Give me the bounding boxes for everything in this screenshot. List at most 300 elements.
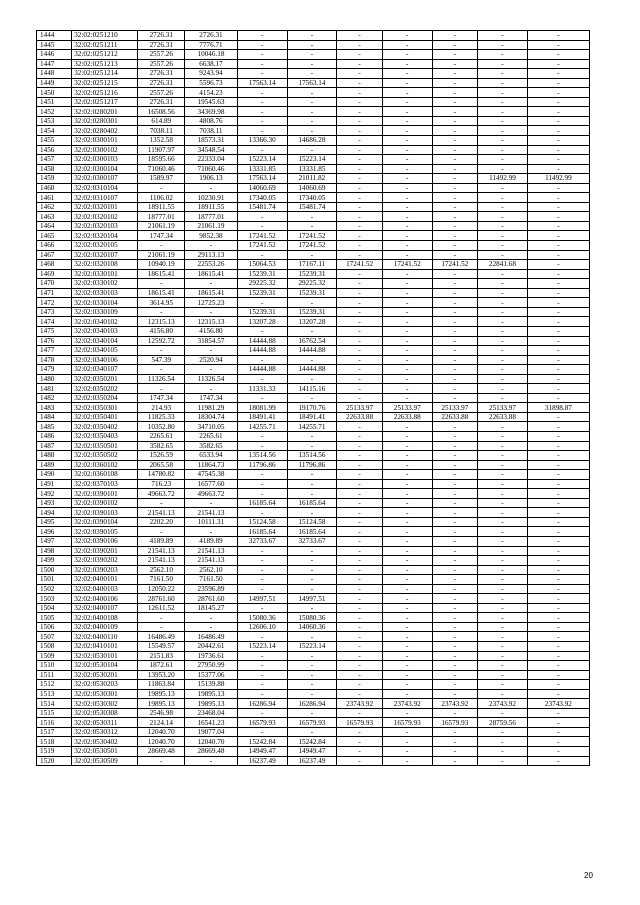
value-cell: - <box>432 78 478 88</box>
value-cell: - <box>382 632 432 642</box>
cadastral-code-cell: 32:02:0400109 <box>72 622 138 632</box>
value-cell: 12315.13 <box>185 317 238 327</box>
table-row <box>37 670 590 680</box>
table-row <box>37 136 590 146</box>
value-cell: 2562.10 <box>138 565 185 575</box>
value-cell: - <box>337 441 383 451</box>
value-cell: - <box>287 727 337 737</box>
value-cell: - <box>432 670 478 680</box>
table-row <box>37 231 590 241</box>
value-cell: - <box>237 250 287 260</box>
value-cell: 21541.13 <box>185 508 238 518</box>
cadastral-code-cell: 32:02:0530402 <box>72 737 138 747</box>
value-cell: 15239.31 <box>237 269 287 279</box>
value-cell: - <box>432 527 478 537</box>
cadastral-code-cell: 32:02:0330102 <box>72 279 138 289</box>
value-cell: - <box>432 241 478 251</box>
table-row <box>37 307 590 317</box>
value-cell: - <box>432 460 478 470</box>
row-number-cell: 1510 <box>37 661 72 671</box>
value-cell: 6638.17 <box>185 59 238 69</box>
value-cell: 614.89 <box>138 116 185 126</box>
table-row <box>37 59 590 69</box>
cadastral-code-cell: 32:02:0410101 <box>72 642 138 652</box>
value-cell: - <box>478 727 528 737</box>
value-cell: 27950.99 <box>185 661 238 671</box>
cadastral-code-cell: 32:02:0330104 <box>72 298 138 308</box>
value-cell: - <box>382 384 432 394</box>
value-cell: - <box>237 107 287 117</box>
cadastral-code-cell: 32:02:0530311 <box>72 718 138 728</box>
value-cell: 11326.54 <box>185 374 238 384</box>
value-cell: 7161.50 <box>138 575 185 585</box>
value-cell: - <box>478 708 528 718</box>
row-number-cell: 1495 <box>37 517 72 527</box>
table-row <box>37 680 590 690</box>
value-cell: 13514.56 <box>287 451 337 461</box>
value-cell: 7038.11 <box>185 126 238 136</box>
value-cell: 16579.93 <box>432 718 478 728</box>
value-cell: - <box>382 651 432 661</box>
value-cell: - <box>527 126 589 136</box>
value-cell: 13366.30 <box>237 136 287 146</box>
value-cell: 22553.26 <box>185 260 238 270</box>
value-cell: 1589.97 <box>138 174 185 184</box>
value-cell: - <box>382 680 432 690</box>
row-number-cell: 1461 <box>37 193 72 203</box>
value-cell: - <box>382 288 432 298</box>
value-cell: 28761.60 <box>138 594 185 604</box>
value-cell: 5596.73 <box>185 78 238 88</box>
cadastral-code-cell: 32:02:0251216 <box>72 88 138 98</box>
value-cell: - <box>382 279 432 289</box>
value-cell: 1747.34 <box>138 231 185 241</box>
table-row <box>37 279 590 289</box>
value-cell: 12725.23 <box>185 298 238 308</box>
table-row <box>37 661 590 671</box>
value-cell: - <box>138 527 185 537</box>
value-cell: - <box>478 50 528 60</box>
value-cell: - <box>337 489 383 499</box>
value-cell: 4808.76 <box>185 116 238 126</box>
value-cell: - <box>478 298 528 308</box>
value-cell: - <box>287 441 337 451</box>
value-cell: 2065.58 <box>138 460 185 470</box>
value-cell: - <box>138 622 185 632</box>
value-cell: - <box>337 145 383 155</box>
value-cell: 13514.56 <box>237 451 287 461</box>
value-cell: 18491.41 <box>237 412 287 422</box>
value-cell: - <box>337 603 383 613</box>
value-cell: - <box>432 193 478 203</box>
value-cell: 11492.99 <box>527 174 589 184</box>
value-cell: - <box>527 470 589 480</box>
value-cell: - <box>287 31 337 41</box>
table-row <box>37 718 590 728</box>
value-cell: 16486.49 <box>138 632 185 642</box>
value-cell: - <box>337 565 383 575</box>
value-cell: - <box>527 107 589 117</box>
row-number-cell: 1509 <box>37 651 72 661</box>
value-cell: 15481.74 <box>287 202 337 212</box>
value-cell: 18615.41 <box>185 288 238 298</box>
value-cell: - <box>527 756 589 766</box>
value-cell: - <box>432 326 478 336</box>
value-cell: - <box>382 708 432 718</box>
value-cell: - <box>527 460 589 470</box>
value-cell: - <box>138 498 185 508</box>
table-row <box>37 536 590 546</box>
value-cell: - <box>382 336 432 346</box>
row-number-cell: 1494 <box>37 508 72 518</box>
value-cell: - <box>527 393 589 403</box>
value-cell: - <box>527 202 589 212</box>
row-number-cell: 1468 <box>37 260 72 270</box>
value-cell: 28759.56 <box>478 718 528 728</box>
table-row <box>37 145 590 155</box>
value-cell: - <box>478 78 528 88</box>
value-cell: - <box>432 517 478 527</box>
value-cell: - <box>337 479 383 489</box>
value-cell: - <box>478 59 528 69</box>
value-cell: 14949.47 <box>237 747 287 757</box>
value-cell: 29113.13 <box>185 250 238 260</box>
value-cell: - <box>138 384 185 394</box>
row-number-cell: 1491 <box>37 479 72 489</box>
value-cell: 11796.86 <box>237 460 287 470</box>
row-number-cell: 1506 <box>37 622 72 632</box>
table-row <box>37 31 590 41</box>
value-cell: - <box>337 183 383 193</box>
table-row <box>37 470 590 480</box>
value-cell: - <box>527 250 589 260</box>
row-number-cell: 1520 <box>37 756 72 766</box>
row-number-cell: 1463 <box>37 212 72 222</box>
value-cell: - <box>237 727 287 737</box>
value-cell: - <box>337 307 383 317</box>
value-cell: - <box>185 527 238 537</box>
value-cell: 15239.31 <box>287 269 337 279</box>
value-cell: 25133.97 <box>337 403 383 413</box>
row-number-cell: 1472 <box>37 298 72 308</box>
value-cell: - <box>337 126 383 136</box>
value-cell: - <box>185 622 238 632</box>
value-cell: 18573.31 <box>185 136 238 146</box>
value-cell: - <box>478 489 528 499</box>
cadastral-code-cell: 32:02:0400110 <box>72 632 138 642</box>
value-cell: - <box>432 88 478 98</box>
cadastral-code-cell: 32:02:0350502 <box>72 451 138 461</box>
value-cell: - <box>527 575 589 585</box>
value-cell: - <box>432 250 478 260</box>
value-cell: 4156.80 <box>185 326 238 336</box>
value-cell: - <box>478 575 528 585</box>
value-cell: - <box>337 756 383 766</box>
value-cell: 11331.33 <box>237 384 287 394</box>
cadastral-code-cell: 32:02:0251211 <box>72 40 138 50</box>
cadastral-code-cell: 32:02:0350403 <box>72 431 138 441</box>
value-cell: - <box>382 50 432 60</box>
value-cell: - <box>432 126 478 136</box>
value-cell: - <box>382 508 432 518</box>
row-number-cell: 1464 <box>37 221 72 231</box>
table-row <box>37 460 590 470</box>
value-cell: - <box>287 97 337 107</box>
value-cell: - <box>527 384 589 394</box>
value-cell: - <box>287 374 337 384</box>
value-cell: - <box>478 336 528 346</box>
value-cell: 17563.14 <box>237 78 287 88</box>
value-cell: 6533.94 <box>185 451 238 461</box>
value-cell: - <box>237 508 287 518</box>
value-cell: - <box>478 183 528 193</box>
value-cell: - <box>478 632 528 642</box>
value-cell: 25133.97 <box>382 403 432 413</box>
value-cell: - <box>138 279 185 289</box>
value-cell: - <box>382 193 432 203</box>
value-cell: - <box>432 727 478 737</box>
row-number-cell: 1470 <box>37 279 72 289</box>
value-cell: - <box>382 221 432 231</box>
value-cell: - <box>432 212 478 222</box>
value-cell: - <box>432 747 478 757</box>
table-row <box>37 155 590 165</box>
value-cell: - <box>287 584 337 594</box>
cadastral-code-cell: 32:02:0280301 <box>72 116 138 126</box>
cadastral-code-cell: 32:02:0320104 <box>72 231 138 241</box>
value-cell: - <box>237 708 287 718</box>
value-cell: 22841.68 <box>478 260 528 270</box>
row-number-cell: 1469 <box>37 269 72 279</box>
value-cell: - <box>432 603 478 613</box>
cadastral-code-cell: 32:02:0340105 <box>72 346 138 356</box>
value-cell: 10230.91 <box>185 193 238 203</box>
value-cell: - <box>287 651 337 661</box>
value-cell: - <box>382 527 432 537</box>
value-cell: - <box>527 584 589 594</box>
value-cell: 7776.71 <box>185 40 238 50</box>
value-cell: - <box>237 69 287 79</box>
value-cell: 18491.41 <box>287 412 337 422</box>
value-cell: - <box>527 594 589 604</box>
row-number-cell: 1453 <box>37 116 72 126</box>
value-cell: - <box>432 489 478 499</box>
value-cell: - <box>527 422 589 432</box>
value-cell: - <box>185 384 238 394</box>
row-number-cell: 1460 <box>37 183 72 193</box>
value-cell: - <box>478 517 528 527</box>
value-cell: - <box>382 642 432 652</box>
cadastral-code-cell: 32:02:0330101 <box>72 269 138 279</box>
value-cell: 13207.28 <box>237 317 287 327</box>
value-cell: 11326.54 <box>138 374 185 384</box>
value-cell: - <box>382 88 432 98</box>
value-cell: - <box>432 431 478 441</box>
value-cell: - <box>185 279 238 289</box>
value-cell: - <box>432 708 478 718</box>
value-cell: - <box>527 269 589 279</box>
cadastral-code-cell: 32:02:0280402 <box>72 126 138 136</box>
value-cell: - <box>432 642 478 652</box>
value-cell: 19170.76 <box>287 403 337 413</box>
value-cell: - <box>382 689 432 699</box>
table-row <box>37 632 590 642</box>
value-cell: - <box>237 575 287 585</box>
row-number-cell: 1458 <box>37 164 72 174</box>
value-cell: - <box>478 288 528 298</box>
value-cell: - <box>527 69 589 79</box>
table-row <box>37 298 590 308</box>
value-cell: - <box>337 737 383 747</box>
value-cell: - <box>382 116 432 126</box>
value-cell: - <box>382 470 432 480</box>
table-row <box>37 260 590 270</box>
row-number-cell: 1500 <box>37 565 72 575</box>
value-cell: - <box>287 355 337 365</box>
value-cell: 15223.14 <box>237 642 287 652</box>
row-number-cell: 1496 <box>37 527 72 537</box>
row-number-cell: 1513 <box>37 689 72 699</box>
value-cell: - <box>237 441 287 451</box>
row-number-cell: 1519 <box>37 747 72 757</box>
table-row <box>37 527 590 537</box>
value-cell: - <box>382 584 432 594</box>
cadastral-code-cell: 32:02:0340104 <box>72 336 138 346</box>
value-cell: - <box>432 164 478 174</box>
value-cell: 18911.55 <box>138 202 185 212</box>
value-cell: 28669.48 <box>185 747 238 757</box>
value-cell: - <box>287 489 337 499</box>
value-cell: - <box>478 250 528 260</box>
value-cell: 18777.01 <box>138 212 185 222</box>
cadastral-code-cell: 32:02:0400101 <box>72 575 138 585</box>
value-cell: - <box>527 737 589 747</box>
value-cell: - <box>382 136 432 146</box>
value-cell: - <box>382 69 432 79</box>
value-cell: 2726.31 <box>138 40 185 50</box>
value-cell: - <box>337 136 383 146</box>
value-cell: - <box>287 145 337 155</box>
row-number-cell: 1512 <box>37 680 72 690</box>
value-cell: 16579.93 <box>237 718 287 728</box>
value-cell: 23743.92 <box>478 699 528 709</box>
value-cell: - <box>237 651 287 661</box>
value-cell: 71060.46 <box>185 164 238 174</box>
value-cell: - <box>432 50 478 60</box>
value-cell: - <box>237 670 287 680</box>
value-cell: - <box>527 241 589 251</box>
page-number: 20 <box>584 871 593 880</box>
value-cell: - <box>337 556 383 566</box>
value-cell: 3582.65 <box>185 441 238 451</box>
value-cell: - <box>478 155 528 165</box>
cadastral-code-cell: 32:02:0350402 <box>72 422 138 432</box>
value-cell: - <box>382 622 432 632</box>
value-cell: - <box>382 145 432 155</box>
value-cell: - <box>337 202 383 212</box>
value-cell: - <box>432 69 478 79</box>
value-cell: 2726.31 <box>138 69 185 79</box>
row-number-cell: 1467 <box>37 250 72 260</box>
value-cell: - <box>478 136 528 146</box>
row-number-cell: 1454 <box>37 126 72 136</box>
value-cell: 23743.92 <box>527 699 589 709</box>
table-row <box>37 164 590 174</box>
cadastral-code-cell: 32:02:0251214 <box>72 69 138 79</box>
value-cell: - <box>478 613 528 623</box>
table-row <box>37 441 590 451</box>
value-cell: 15549.57 <box>138 642 185 652</box>
value-cell: - <box>237 126 287 136</box>
value-cell: 1526.59 <box>138 451 185 461</box>
value-cell: 18615.41 <box>185 269 238 279</box>
cadastral-code-cell: 32:02:0360102 <box>72 460 138 470</box>
value-cell: - <box>432 479 478 489</box>
row-number-cell: 1503 <box>37 594 72 604</box>
value-cell: 15242.84 <box>287 737 337 747</box>
value-cell: - <box>287 221 337 231</box>
value-cell: 19077.04 <box>185 727 238 737</box>
value-cell: - <box>527 365 589 375</box>
value-cell: - <box>337 59 383 69</box>
value-cell: - <box>287 126 337 136</box>
value-cell: - <box>337 155 383 165</box>
value-cell: 16579.93 <box>382 718 432 728</box>
value-cell: - <box>527 40 589 50</box>
cadastral-code-cell: 32:02:0530101 <box>72 651 138 661</box>
value-cell: - <box>432 441 478 451</box>
value-cell: - <box>237 603 287 613</box>
row-number-cell: 1465 <box>37 231 72 241</box>
cadastral-code-cell: 32:02:0320107 <box>72 250 138 260</box>
value-cell: - <box>382 78 432 88</box>
value-cell: - <box>337 642 383 652</box>
value-cell: - <box>337 317 383 327</box>
cadastral-code-cell: 32:02:0251215 <box>72 78 138 88</box>
value-cell: - <box>237 479 287 489</box>
value-cell: 15239.31 <box>237 307 287 317</box>
value-cell: 25133.97 <box>432 403 478 413</box>
row-number-cell: 1492 <box>37 489 72 499</box>
value-cell: - <box>287 470 337 480</box>
row-number-cell: 1451 <box>37 97 72 107</box>
value-cell: 49663.72 <box>185 489 238 499</box>
value-cell: 1747.34 <box>138 393 185 403</box>
value-cell: 15239.31 <box>287 288 337 298</box>
value-cell: 18615.41 <box>138 288 185 298</box>
value-cell: - <box>337 326 383 336</box>
value-cell: - <box>337 622 383 632</box>
value-cell: 16508.56 <box>138 107 185 117</box>
value-cell: 16286.94 <box>237 699 287 709</box>
value-cell: - <box>432 556 478 566</box>
row-number-cell: 1455 <box>37 136 72 146</box>
value-cell: 214.93 <box>138 403 185 413</box>
value-cell: 16185.64 <box>287 527 337 537</box>
value-cell: - <box>337 164 383 174</box>
value-cell: 32733.67 <box>237 536 287 546</box>
cadastral-code-cell: 32:02:0251212 <box>72 50 138 60</box>
value-cell: - <box>527 651 589 661</box>
value-cell: - <box>527 155 589 165</box>
value-cell: - <box>185 498 238 508</box>
row-number-cell: 1450 <box>37 88 72 98</box>
cadastral-code-cell: 32:02:0340106 <box>72 355 138 365</box>
table-row <box>37 584 590 594</box>
value-cell: - <box>337 107 383 117</box>
table-row <box>37 346 590 356</box>
value-cell: - <box>432 97 478 107</box>
